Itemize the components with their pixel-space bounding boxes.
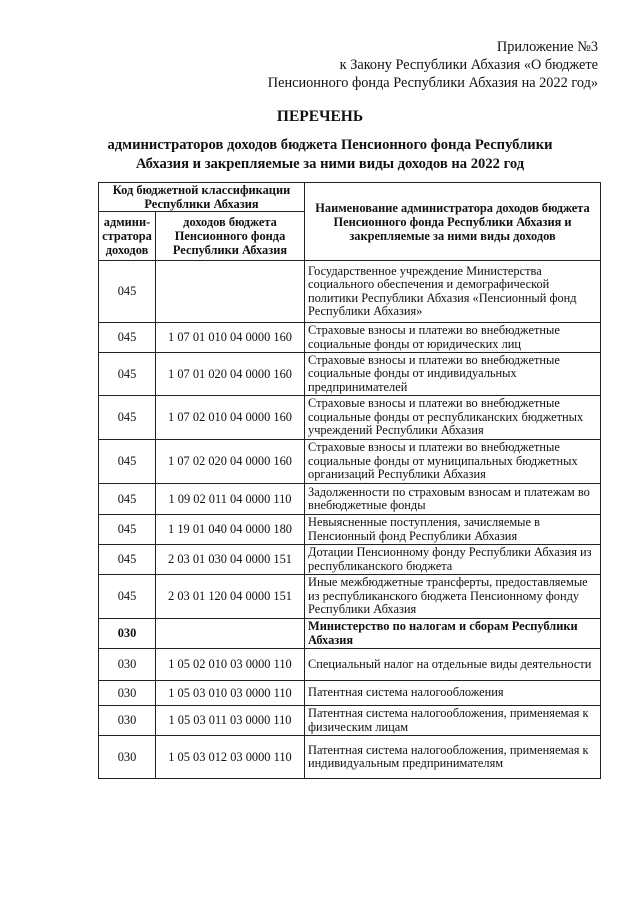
income-code-cell: 1 05 03 010 03 0000 110 (156, 681, 305, 706)
header-classification-code: Код бюджетной классификации Республики Абхазия (99, 183, 305, 212)
income-name-cell: Страховые взносы и платежи во внебюджетные социальные фонды от муниципальных бюджетных организаций Республики Абхазия (305, 440, 601, 484)
income-code-cell: 1 09 02 011 04 0000 110 (156, 484, 305, 515)
administrator-code-cell: 030 (99, 681, 156, 706)
income-name-cell: Государственное учреждение Министерства социального обеспечения и демографической политики Республики Абхазия «Пенсионный фонд Республики Абхазия» (305, 261, 601, 323)
administrator-code-cell: 030 (99, 706, 156, 736)
administrator-code-cell: 045 (99, 353, 156, 396)
appendix-fund-line: Пенсионного фонда Республики Абхазия на 2022 год» (267, 75, 598, 91)
table-body (99, 261, 601, 779)
income-code-cell: 1 07 02 010 04 0000 160 (156, 396, 305, 440)
table-row (99, 440, 601, 484)
header-administrator-code: админи-стратора доходов (99, 212, 156, 261)
administrator-code-cell: 030 (99, 736, 156, 779)
table-row (99, 681, 601, 706)
table-row (99, 484, 601, 515)
table-row (99, 353, 601, 396)
income-name-cell: Патентная система налогообложения, применяемая к индивидуальным предпринимателям (305, 736, 601, 779)
document-subtitle (60, 136, 600, 174)
income-name-cell: Специальный налог на отдельные виды деятельности (305, 649, 601, 681)
subtitle-line-2: Абхазия и закрепляемые за ними виды доходов на 2022 год (135, 156, 525, 172)
table-row (99, 575, 601, 619)
appendix-reference (268, 38, 598, 92)
administrators-table (98, 182, 601, 779)
table-row (99, 545, 601, 575)
income-code-cell: 1 07 02 020 04 0000 160 (156, 440, 305, 484)
administrator-code-cell: 030 (99, 619, 156, 649)
administrator-code-cell: 045 (99, 396, 156, 440)
income-name-cell: Страховые взносы и платежи во внебюджетные социальные фонды от индивидуальных предпринимателей (305, 353, 601, 396)
table-row (99, 706, 601, 736)
table-row (99, 261, 601, 323)
administrator-code-cell: 045 (99, 261, 156, 323)
income-name-cell: Страховые взносы и платежи во внебюджетные социальные фонды от республиканских бюджетных учреждений Республики Абхазия (305, 396, 601, 440)
subtitle-line-1: администраторов доходов бюджета Пенсионного фонда Республики (107, 137, 553, 153)
income-code-cell: 1 05 02 010 03 0000 110 (156, 649, 305, 681)
income-code-cell: 1 05 03 012 03 0000 110 (156, 736, 305, 779)
table-row (99, 619, 601, 649)
table-row (99, 649, 601, 681)
income-code-cell: 1 05 03 011 03 0000 110 (156, 706, 305, 736)
table-row (99, 323, 601, 353)
income-name-cell: Дотации Пенсионному фонду Республики Абхазия из республиканского бюджета (305, 545, 601, 575)
administrator-code-cell: 045 (99, 484, 156, 515)
income-name-cell: Патентная система налогообложения (305, 681, 601, 706)
administrator-code-cell: 045 (99, 575, 156, 619)
administrator-code-cell: 030 (99, 649, 156, 681)
income-name-cell: Иные межбюджетные трансферты, предоставляемые из республиканского бюджета Пенсионному фонду Республики Абхазия (305, 575, 601, 619)
income-code-cell (156, 619, 305, 649)
income-code-cell: 1 07 01 020 04 0000 160 (156, 353, 305, 396)
income-code-cell: 1 07 01 010 04 0000 160 (156, 323, 305, 353)
income-code-cell: 2 03 01 030 04 0000 151 (156, 545, 305, 575)
administrator-code-cell: 045 (99, 323, 156, 353)
table-header (99, 183, 601, 261)
document-title: ПЕРЕЧЕНЬ (276, 108, 364, 125)
table-row (99, 515, 601, 545)
header-administrator-name: Наименование администратора доходов бюджета Пенсионного фонда Республики Абхазия и закрепляемые за ними виды доходов (305, 183, 601, 261)
administrator-code-cell: 045 (99, 515, 156, 545)
income-name-cell: Задолженности по страховым взносам и платежам во внебюджетные фонды (305, 484, 601, 515)
appendix-law-line: к Закону Республики Абхазия «О бюджете (339, 57, 598, 73)
administrator-code-cell: 045 (99, 440, 156, 484)
income-name-cell: Министерство по налогам и сборам Республики Абхазия (305, 619, 601, 649)
income-name-cell: Страховые взносы и платежи во внебюджетные социальные фонды от юридических лиц (305, 323, 601, 353)
income-code-cell: 2 03 01 120 04 0000 151 (156, 575, 305, 619)
table-row (99, 396, 601, 440)
header-income-code: доходов бюджета Пенсионного фонда Республики Абхазия (156, 212, 305, 261)
income-name-cell: Патентная система налогообложения, применяемая к физическим лицам (305, 706, 601, 736)
appendix-number: Приложение №3 (496, 39, 598, 55)
income-name-cell: Невыясненные поступления, зачисляемые в Пенсионный фонд Республики Абхазия (305, 515, 601, 545)
table-row (99, 736, 601, 779)
income-code-cell (156, 261, 305, 323)
income-code-cell: 1 19 01 040 04 0000 180 (156, 515, 305, 545)
administrator-code-cell: 045 (99, 545, 156, 575)
